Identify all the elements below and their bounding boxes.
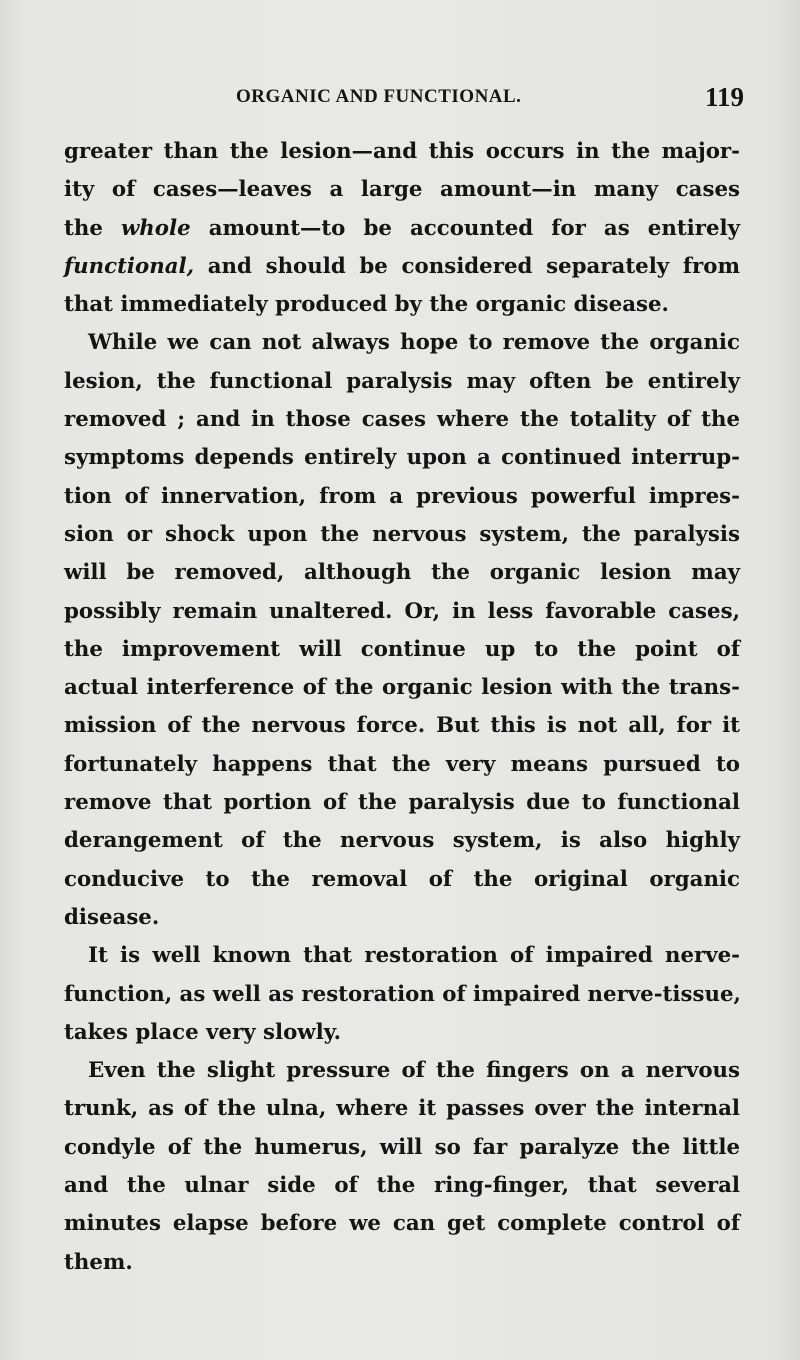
line-text: and the ulnar side of the ring-finger, that several <box>64 1173 740 1199</box>
text-line <box>64 363 740 401</box>
text-line <box>64 861 740 899</box>
text-line <box>64 401 740 439</box>
line-text: them. <box>64 1249 133 1275</box>
text-line <box>64 707 740 745</box>
line-text: trunk, as of the ulna, where it passes over the internal <box>64 1096 740 1122</box>
italic-word: functional, <box>64 253 195 279</box>
text-line <box>64 937 740 975</box>
text-line <box>64 324 740 362</box>
text-line <box>64 248 740 286</box>
text-line <box>64 976 740 1014</box>
line-text: Even the slight pressure of the fingers on a nervous <box>88 1058 740 1084</box>
text-line <box>64 593 740 631</box>
line-text: that immediately produced by the organic disease. <box>64 292 669 318</box>
line-text: tion of innervation, from a previous powerful impres- <box>64 483 740 509</box>
text-line <box>64 210 740 248</box>
body-text <box>64 133 740 1282</box>
line-text: lesion, the functional paralysis may often be entirely <box>64 368 740 394</box>
line-text: the improvement will continue up to the point of <box>64 636 740 662</box>
line-text: While we can not always hope to remove the organic <box>88 330 740 356</box>
text-line <box>64 133 740 171</box>
line-text: takes place very slowly. <box>64 1019 342 1045</box>
line-text: will be removed, although the organic lesion may <box>64 560 740 586</box>
line-text: It is well known that restoration of impaired nerve- <box>88 943 740 969</box>
text-line <box>64 1167 740 1205</box>
line-text: conducive to the removal of the original organic <box>64 866 740 892</box>
text-line <box>64 669 740 707</box>
text-line <box>64 784 740 822</box>
line-text: remove that portion of the paralysis due to functional <box>64 790 740 816</box>
text-line <box>64 631 740 669</box>
line-text: removed ; and in those cases where the totality of the <box>64 407 740 433</box>
text-line <box>64 1090 740 1128</box>
text-line <box>64 1052 740 1090</box>
text-line <box>64 478 740 516</box>
text-line <box>64 1014 740 1052</box>
text-line <box>64 899 740 937</box>
running-head <box>64 82 744 118</box>
line-text: possibly remain unaltered. Or, in less favorable cases, <box>64 598 740 624</box>
line-text: and should be considered separately from <box>194 253 740 279</box>
line-text: amount—to be accounted for as entirely <box>190 215 740 241</box>
line-text: greater than the lesion—and this occurs in the major- <box>64 139 740 164</box>
text-line <box>64 822 740 860</box>
line-text: fortunately happens that the very means pursued to <box>64 751 740 777</box>
text-line <box>64 1129 740 1167</box>
line-text: ity of cases—leaves a large amount—in many cases <box>64 177 740 203</box>
page-number: 119 <box>704 82 744 112</box>
line-text: disease. <box>64 904 160 930</box>
text-line <box>64 516 740 554</box>
line-text: the <box>64 215 121 241</box>
text-line <box>64 171 740 209</box>
line-text: function, as well as restoration of impaired nerve-tissue, <box>64 981 741 1007</box>
line-text: sion or shock upon the nervous system, the paralysis <box>64 521 740 547</box>
running-title: ORGANIC AND FUNCTIONAL. <box>236 86 522 107</box>
italic-word: whole <box>120 215 191 241</box>
line-text: symptoms depends entirely upon a continued interrup- <box>64 445 740 471</box>
text-line <box>64 439 740 477</box>
text-line <box>64 1244 740 1282</box>
line-text: derangement of the nervous system, is also highly <box>64 828 740 854</box>
text-line <box>64 1205 740 1243</box>
line-text: mission of the nervous force. But this is not all, for it <box>64 713 740 739</box>
line-text: actual interference of the organic lesion with the trans- <box>64 675 740 701</box>
text-line <box>64 746 740 784</box>
line-text: condyle of the humerus, will so far paralyze the little <box>64 1134 740 1160</box>
text-line <box>64 554 740 592</box>
text-line <box>64 286 740 324</box>
line-text: minutes elapse before we can get complete control of <box>64 1211 740 1237</box>
